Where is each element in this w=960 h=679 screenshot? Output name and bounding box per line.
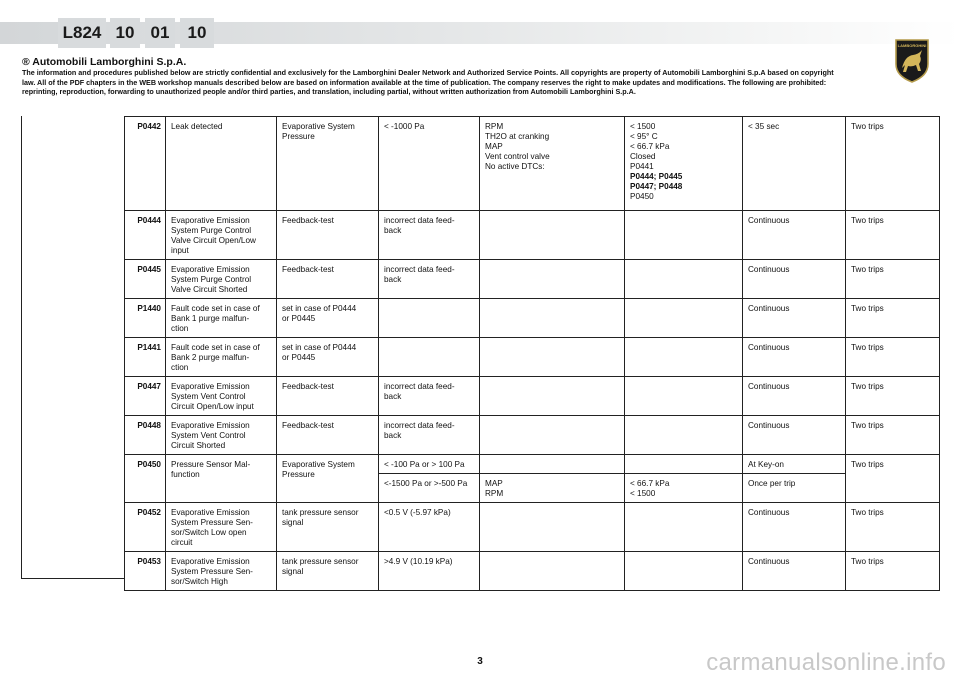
dtc-code: P0452 (125, 503, 166, 552)
enable-conditions-bold: P0444; P0445 P0447; P0448 (630, 172, 683, 191)
enable-conditions (625, 416, 743, 455)
monitor-strategy: Feedback-test (277, 211, 379, 260)
mil-illumination: Two trips (846, 211, 940, 260)
enable-conditions (625, 211, 743, 260)
threshold-value: <0.5 V (-5.97 kPa) (379, 503, 480, 552)
monitor-strategy: set in case of P0444 or P0445 (277, 338, 379, 377)
time-required: Continuous (743, 503, 846, 552)
secondary-parameters (480, 299, 625, 338)
enable-conditions (625, 455, 743, 474)
dtc-code: P0450 (125, 455, 166, 503)
copyright-disclaimer: The information and procedures published below are strictly confidential and exclusively for the Lamborghini Dealer Network and Authorized Service Points. All copyrights are property of Automobili Lamborghini S.p.A based on copyright law. All of the PDF chapters in the WEB workshop manuals described below are based on information available at the time of publication. The company reserves the right to make updates and modifications. The following are prohibited: reprinting, reproduction, forwarding to unauthorized people and/or third parties, and translation, including partial, without written authorization from Automobili Lamborghini S.p.A. (22, 68, 834, 97)
subsection-code: 01 (145, 18, 175, 48)
lamborghini-logo (893, 38, 931, 84)
svg-text:LAMBORGHINI: LAMBORGHINI (897, 43, 927, 48)
company-name: ® Automobili Lamborghini S.p.A. (22, 56, 187, 68)
watermark: carmanualsonline.info (706, 649, 946, 676)
secondary-parameters (480, 260, 625, 299)
mil-illumination: Two trips (846, 416, 940, 455)
threshold-value (379, 338, 480, 377)
secondary-parameters (480, 338, 625, 377)
threshold-value: < -100 Pa or > 100 Pa (379, 455, 480, 474)
time-required: Continuous (743, 416, 846, 455)
chapter-code: 10 (180, 18, 214, 48)
time-required: < 35 sec (743, 117, 846, 211)
table-row (125, 338, 940, 377)
mil-illumination: Two trips (846, 117, 940, 211)
table-row (125, 455, 940, 474)
enable-conditions-text: < 1500 < 95° C < 66.7 kPa Closed P0441 (630, 122, 670, 171)
section-code: 10 (110, 18, 140, 48)
table-row (125, 211, 940, 260)
table-row (125, 117, 940, 211)
enable-conditions (625, 260, 743, 299)
header-band (0, 22, 960, 44)
dtc-table (124, 116, 940, 591)
enable-conditions (625, 299, 743, 338)
threshold-value: incorrect data feed- back (379, 377, 480, 416)
table-row (125, 299, 940, 338)
threshold-value: < -1000 Pa (379, 117, 480, 211)
threshold-value: <-1500 Pa or >-500 Pa (379, 474, 480, 503)
secondary-parameters (480, 503, 625, 552)
mil-illumination: Two trips (846, 377, 940, 416)
time-required: At Key-on (743, 455, 846, 474)
fault-description: Evaporative Emission System Vent Control Circuit Shorted (166, 416, 277, 455)
time-required: Continuous (743, 552, 846, 591)
secondary-parameters: MAP RPM (480, 474, 625, 503)
dtc-code: P0448 (125, 416, 166, 455)
fault-description: Evaporative Emission System Purge Control Valve Circuit Open/Low input (166, 211, 277, 260)
dtc-code: P0442 (125, 117, 166, 211)
mil-illumination: Two trips (846, 260, 940, 299)
fault-description: Leak detected (166, 117, 277, 211)
enable-conditions (625, 552, 743, 591)
page-frame-bottom (21, 578, 125, 579)
time-required: Continuous (743, 260, 846, 299)
secondary-parameters: RPM TH2O at cranking MAP Vent control valve No active DTCs: (480, 117, 625, 211)
time-required: Continuous (743, 338, 846, 377)
fault-description: Fault code set in case of Bank 2 purge malfun- ction (166, 338, 277, 377)
dtc-code: P0453 (125, 552, 166, 591)
dtc-code: P1441 (125, 338, 166, 377)
threshold-value: >4.9 V (10.19 kPa) (379, 552, 480, 591)
fault-description: Evaporative Emission System Pressure Sen- sor/Switch Low open circuit (166, 503, 277, 552)
threshold-value (379, 299, 480, 338)
table-row (125, 260, 940, 299)
secondary-parameters (480, 211, 625, 260)
time-required: Continuous (743, 211, 846, 260)
page-number: 3 (477, 656, 483, 667)
mil-illumination: Two trips (846, 455, 940, 503)
fault-description: Evaporative Emission System Vent Control Circuit Open/Low input (166, 377, 277, 416)
monitor-strategy: Feedback-test (277, 377, 379, 416)
enable-conditions (625, 503, 743, 552)
enable-conditions (625, 338, 743, 377)
threshold-value: incorrect data feed- back (379, 211, 480, 260)
monitor-strategy: Feedback-test (277, 416, 379, 455)
secondary-parameters (480, 416, 625, 455)
threshold-value: incorrect data feed- back (379, 260, 480, 299)
monitor-strategy: Evaporative System Pressure (277, 455, 379, 503)
mil-illumination: Two trips (846, 552, 940, 591)
time-required: Continuous (743, 299, 846, 338)
table-row (125, 503, 940, 552)
fault-description: Fault code set in case of Bank 1 purge malfun- ction (166, 299, 277, 338)
enable-conditions-tail: P0450 (630, 192, 654, 201)
enable-conditions (625, 377, 743, 416)
model-code: L824 (58, 18, 106, 48)
mil-illumination: Two trips (846, 338, 940, 377)
fault-description: Evaporative Emission System Pressure Sen- sor/Switch High (166, 552, 277, 591)
time-required: Continuous (743, 377, 846, 416)
monitor-strategy: set in case of P0444 or P0445 (277, 299, 379, 338)
monitor-strategy: tank pressure sensor signal (277, 503, 379, 552)
secondary-parameters (480, 455, 625, 474)
table-row (125, 377, 940, 416)
secondary-parameters (480, 552, 625, 591)
monitor-strategy: Evaporative System Pressure (277, 117, 379, 211)
page-frame-left (21, 116, 22, 578)
fault-description: Evaporative Emission System Purge Control Valve Circuit Shorted (166, 260, 277, 299)
enable-conditions (625, 117, 743, 211)
secondary-parameters (480, 377, 625, 416)
threshold-value: incorrect data feed- back (379, 416, 480, 455)
monitor-strategy: Feedback-test (277, 260, 379, 299)
time-required: Once per trip (743, 474, 846, 503)
dtc-code: P0445 (125, 260, 166, 299)
monitor-strategy: tank pressure sensor signal (277, 552, 379, 591)
table-row (125, 552, 940, 591)
fault-description: Pressure Sensor Mal- function (166, 455, 277, 503)
table-row (125, 416, 940, 455)
dtc-code: P0447 (125, 377, 166, 416)
mil-illumination: Two trips (846, 503, 940, 552)
enable-conditions: < 66.7 kPa < 1500 (625, 474, 743, 503)
mil-illumination: Two trips (846, 299, 940, 338)
dtc-code: P0444 (125, 211, 166, 260)
dtc-code: P1440 (125, 299, 166, 338)
